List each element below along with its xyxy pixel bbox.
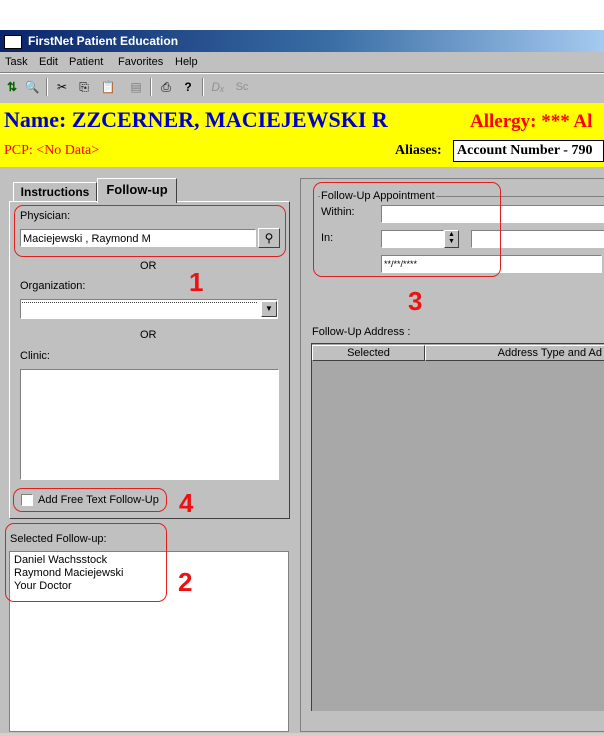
patient-banner xyxy=(0,103,604,167)
organization-label: Organization: xyxy=(20,280,86,292)
toolbar-separator xyxy=(202,78,204,96)
binoculars-search-icon[interactable]: ⚲ xyxy=(258,228,280,248)
chevron-down-icon[interactable]: ▼ xyxy=(261,301,277,317)
or-separator: OR xyxy=(140,260,157,272)
allergy-alert: Allergy: *** Al xyxy=(470,111,593,132)
column-header-address-type[interactable]: Address Type and Ad xyxy=(425,345,604,361)
callout-box-1 xyxy=(14,205,286,257)
menu-divider-highlight xyxy=(0,73,604,74)
aliases-dropdown[interactable]: Account Number - 790 xyxy=(453,140,604,162)
calculator-icon[interactable]: ▤ xyxy=(130,80,142,94)
list-item[interactable]: Your Doctor xyxy=(14,580,72,592)
physician-field[interactable]: Maciejewski , Raymond M xyxy=(20,229,256,247)
script-icon[interactable]: Sc xyxy=(235,81,249,93)
patient-search-icon[interactable]: 🔍 xyxy=(24,80,40,94)
callout-box-2 xyxy=(5,523,167,602)
spin-up-icon[interactable]: ▲ xyxy=(448,231,455,238)
physician-label: Physician: xyxy=(20,210,71,222)
list-item[interactable]: Daniel Wachsstock xyxy=(14,554,108,566)
follow-up-appointment-label: Follow-Up Appointment xyxy=(321,190,435,202)
menu-edit[interactable]: Edit xyxy=(39,56,58,68)
window-title: FirstNet Patient Education xyxy=(28,34,179,48)
in-label: In: xyxy=(321,232,334,244)
copy-icon[interactable]: ⎘ xyxy=(79,80,89,94)
help-icon[interactable]: ? xyxy=(184,80,192,94)
patient-list-icon[interactable]: ⇅ xyxy=(6,80,18,94)
title-bar xyxy=(0,30,604,52)
toolbar xyxy=(0,75,604,99)
print-icon[interactable]: ⎙ xyxy=(161,80,171,94)
column-header-selected[interactable]: Selected xyxy=(312,345,425,361)
aliases-label: Aliases: xyxy=(395,143,442,158)
or-separator: OR xyxy=(140,329,157,341)
focus-indicator xyxy=(22,302,257,303)
tab-instructions[interactable]: Instructions xyxy=(13,182,97,202)
menu-bar xyxy=(0,52,604,72)
menu-help[interactable]: Help xyxy=(175,56,198,68)
address-grid[interactable] xyxy=(311,343,604,711)
callout-box-3 xyxy=(313,182,501,277)
paste-icon[interactable]: 📋 xyxy=(100,80,116,94)
menu-task[interactable]: Task xyxy=(5,56,28,68)
follow-up-address-label: Follow-Up Address : xyxy=(312,326,411,338)
callout-box-4 xyxy=(13,488,167,512)
list-item[interactable]: Raymond Maciejewski xyxy=(14,567,124,579)
toolbar-separator xyxy=(46,78,48,96)
menu-patient[interactable]: Patient xyxy=(69,56,104,68)
callout-number-1: 1 xyxy=(189,267,204,297)
toolbar-separator xyxy=(150,78,152,96)
window-icon[interactable] xyxy=(4,35,22,49)
spin-down-icon[interactable]: ▼ xyxy=(448,238,455,245)
selected-follow-up-label: Selected Follow-up: xyxy=(10,533,107,545)
diagnosis-icon[interactable]: Dₓ xyxy=(211,80,225,94)
tab-follow-up[interactable]: Follow-up xyxy=(97,178,177,203)
within-label: Within: xyxy=(321,206,355,218)
cut-icon[interactable]: ✂ xyxy=(56,80,68,94)
callout-number-4: 4 xyxy=(179,488,194,518)
callout-number-2: 2 xyxy=(178,567,193,597)
patient-name: Name: ZZCERNER, MACIEJEWSKI R xyxy=(4,107,388,132)
clinic-list[interactable] xyxy=(20,369,279,480)
callout-number-3: 3 xyxy=(408,286,423,316)
clinic-label: Clinic: xyxy=(20,350,50,362)
appointment-date-field[interactable]: **/**/**** xyxy=(381,255,602,273)
pcp-label: PCP: <No Data> xyxy=(4,143,100,158)
free-text-label: Add Free Text Follow-Up xyxy=(38,494,159,506)
menu-favorites[interactable]: Favorites xyxy=(118,56,164,68)
